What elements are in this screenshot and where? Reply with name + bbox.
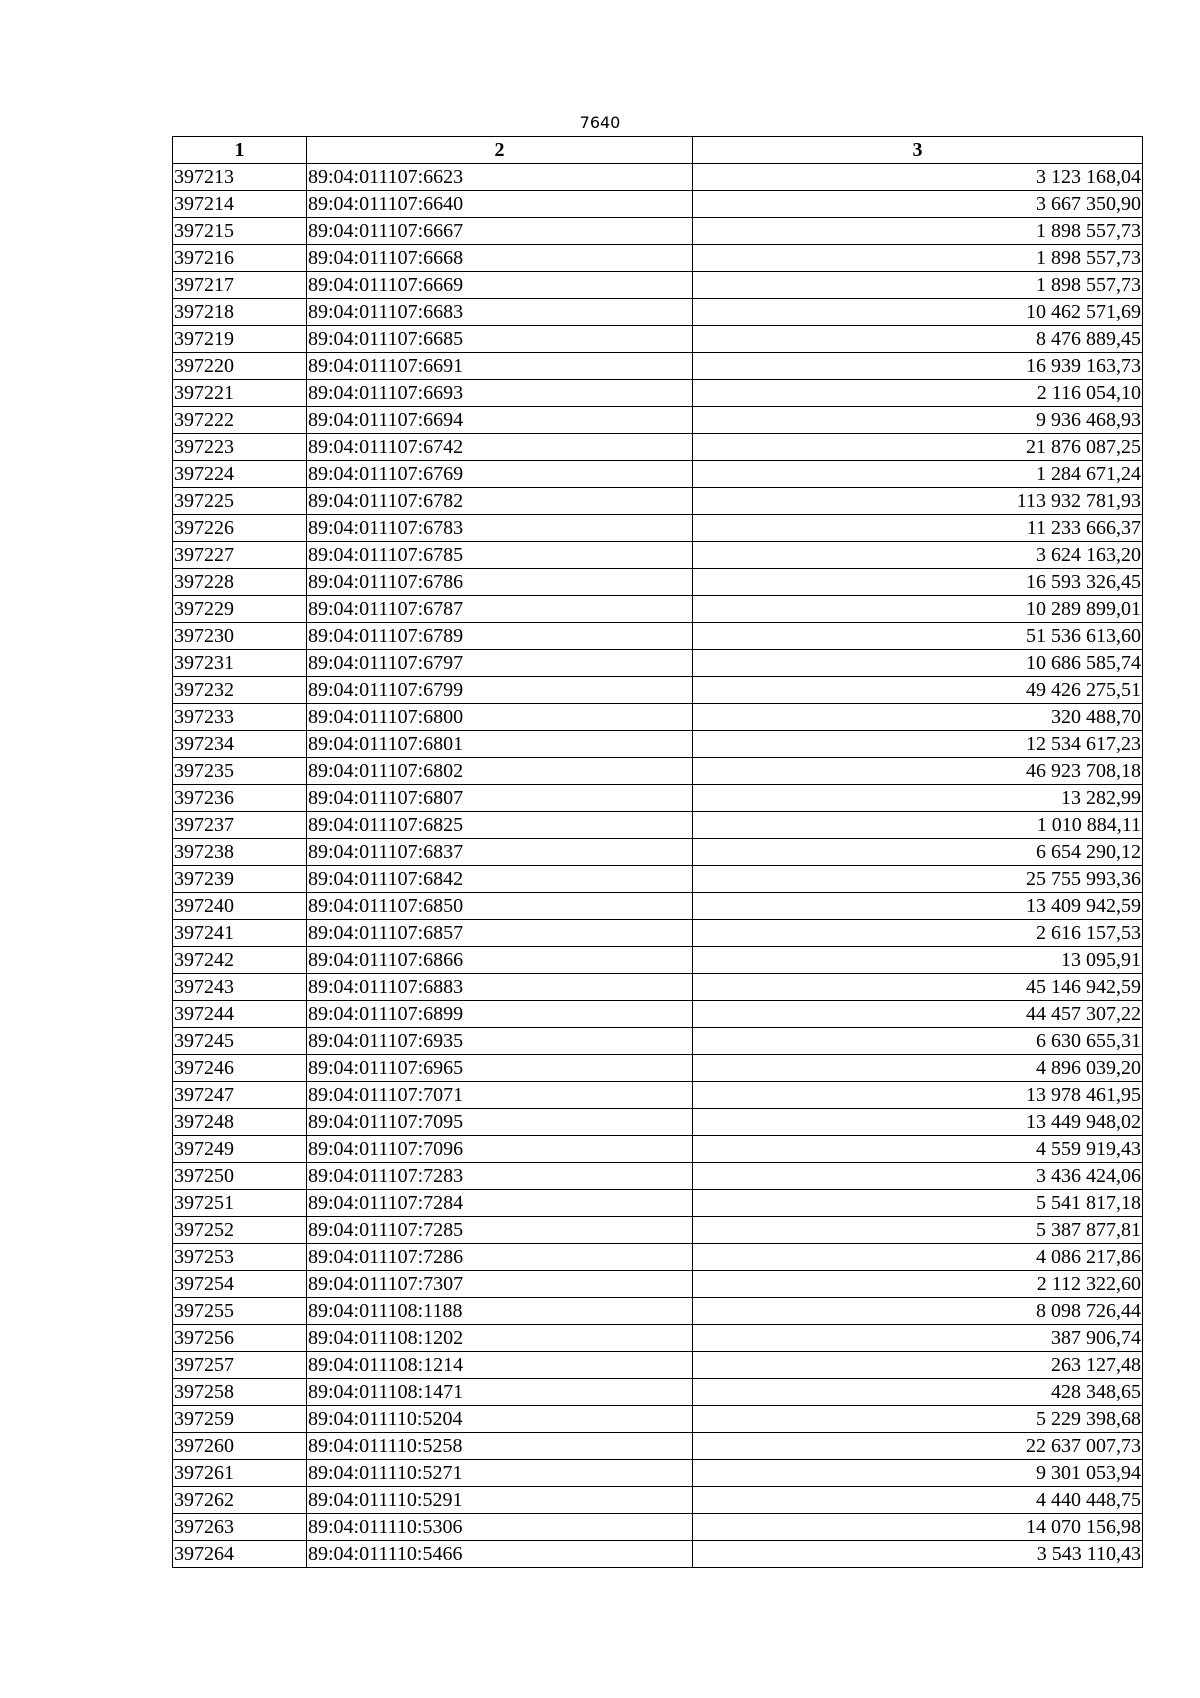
table-row xyxy=(173,1217,1143,1244)
value-cell: 320 488,70 xyxy=(693,704,1143,731)
cadastral-number-cell: 89:04:011107:6789 xyxy=(307,623,693,650)
table-row xyxy=(173,569,1143,596)
row-number-cell: 397229 xyxy=(173,596,307,623)
cadastral-number-cell: 89:04:011107:6668 xyxy=(307,245,693,272)
value-cell: 428 348,65 xyxy=(693,1379,1143,1406)
table-row xyxy=(173,380,1143,407)
header-col-2: 2 xyxy=(307,137,693,164)
cadastral-number-cell: 89:04:011107:6685 xyxy=(307,326,693,353)
value-cell: 10 686 585,74 xyxy=(693,650,1143,677)
value-cell: 113 932 781,93 xyxy=(693,488,1143,515)
cadastral-number-cell: 89:04:011107:6742 xyxy=(307,434,693,461)
value-cell: 3 624 163,20 xyxy=(693,542,1143,569)
table-row xyxy=(173,839,1143,866)
value-cell: 25 755 993,36 xyxy=(693,866,1143,893)
row-number-cell: 397254 xyxy=(173,1271,307,1298)
table-row xyxy=(173,596,1143,623)
cadastral-number-cell: 89:04:011107:6842 xyxy=(307,866,693,893)
row-number-cell: 397231 xyxy=(173,650,307,677)
row-number-cell: 397258 xyxy=(173,1379,307,1406)
cadastral-number-cell: 89:04:011107:6965 xyxy=(307,1055,693,1082)
row-number-cell: 397263 xyxy=(173,1514,307,1541)
data-table xyxy=(172,136,1143,1568)
cadastral-number-cell: 89:04:011107:7096 xyxy=(307,1136,693,1163)
table-row xyxy=(173,326,1143,353)
row-number-cell: 397218 xyxy=(173,299,307,326)
row-number-cell: 397227 xyxy=(173,542,307,569)
row-number-cell: 397256 xyxy=(173,1325,307,1352)
value-cell: 1 898 557,73 xyxy=(693,245,1143,272)
value-cell: 2 616 157,53 xyxy=(693,920,1143,947)
value-cell: 44 457 307,22 xyxy=(693,1001,1143,1028)
cadastral-number-cell: 89:04:011107:6623 xyxy=(307,164,693,191)
row-number-cell: 397237 xyxy=(173,812,307,839)
value-cell: 3 543 110,43 xyxy=(693,1541,1143,1568)
row-number-cell: 397232 xyxy=(173,677,307,704)
value-cell: 14 070 156,98 xyxy=(693,1514,1143,1541)
table-row xyxy=(173,1298,1143,1325)
row-number-cell: 397225 xyxy=(173,488,307,515)
table-row xyxy=(173,920,1143,947)
cadastral-number-cell: 89:04:011107:7307 xyxy=(307,1271,693,1298)
value-cell: 4 896 039,20 xyxy=(693,1055,1143,1082)
table-row xyxy=(173,866,1143,893)
value-cell: 3 123 168,04 xyxy=(693,164,1143,191)
cadastral-number-cell: 89:04:011107:6693 xyxy=(307,380,693,407)
cadastral-number-cell: 89:04:011107:6669 xyxy=(307,272,693,299)
value-cell: 6 630 655,31 xyxy=(693,1028,1143,1055)
value-cell: 49 426 275,51 xyxy=(693,677,1143,704)
cadastral-number-cell: 89:04:011110:5306 xyxy=(307,1514,693,1541)
value-cell: 51 536 613,60 xyxy=(693,623,1143,650)
cadastral-number-cell: 89:04:011107:7071 xyxy=(307,1082,693,1109)
row-number-cell: 397241 xyxy=(173,920,307,947)
row-number-cell: 397216 xyxy=(173,245,307,272)
table-row xyxy=(173,1352,1143,1379)
row-number-cell: 397235 xyxy=(173,758,307,785)
value-cell: 13 978 461,95 xyxy=(693,1082,1143,1109)
value-cell: 9 936 468,93 xyxy=(693,407,1143,434)
value-cell: 4 559 919,43 xyxy=(693,1136,1143,1163)
row-number-cell: 397243 xyxy=(173,974,307,1001)
row-number-cell: 397215 xyxy=(173,218,307,245)
row-number-cell: 397239 xyxy=(173,866,307,893)
value-cell: 11 233 666,37 xyxy=(693,515,1143,542)
cadastral-number-cell: 89:04:011107:6694 xyxy=(307,407,693,434)
value-cell: 9 301 053,94 xyxy=(693,1460,1143,1487)
row-number-cell: 397221 xyxy=(173,380,307,407)
value-cell: 16 939 163,73 xyxy=(693,353,1143,380)
value-cell: 13 449 948,02 xyxy=(693,1109,1143,1136)
table-row xyxy=(173,623,1143,650)
table-row xyxy=(173,272,1143,299)
table-row xyxy=(173,1433,1143,1460)
table-row xyxy=(173,1244,1143,1271)
table-row xyxy=(173,974,1143,1001)
table-row xyxy=(173,515,1143,542)
table-row xyxy=(173,704,1143,731)
row-number-cell: 397219 xyxy=(173,326,307,353)
table-row xyxy=(173,1163,1143,1190)
cadastral-number-cell: 89:04:011107:6782 xyxy=(307,488,693,515)
table-row xyxy=(173,947,1143,974)
cadastral-number-cell: 89:04:011107:6801 xyxy=(307,731,693,758)
value-cell: 1 898 557,73 xyxy=(693,218,1143,245)
cadastral-number-cell: 89:04:011107:7284 xyxy=(307,1190,693,1217)
cadastral-number-cell: 89:04:011107:6786 xyxy=(307,569,693,596)
value-cell: 387 906,74 xyxy=(693,1325,1143,1352)
row-number-cell: 397223 xyxy=(173,434,307,461)
row-number-cell: 397213 xyxy=(173,164,307,191)
row-number-cell: 397242 xyxy=(173,947,307,974)
value-cell: 10 462 571,69 xyxy=(693,299,1143,326)
table-row xyxy=(173,1379,1143,1406)
row-number-cell: 397264 xyxy=(173,1541,307,1568)
cadastral-number-cell: 89:04:011107:6899 xyxy=(307,1001,693,1028)
value-cell: 263 127,48 xyxy=(693,1352,1143,1379)
cadastral-number-cell: 89:04:011107:6785 xyxy=(307,542,693,569)
value-cell: 12 534 617,23 xyxy=(693,731,1143,758)
cadastral-number-cell: 89:04:011108:1214 xyxy=(307,1352,693,1379)
row-number-cell: 397259 xyxy=(173,1406,307,1433)
row-number-cell: 397226 xyxy=(173,515,307,542)
value-cell: 3 436 424,06 xyxy=(693,1163,1143,1190)
cadastral-number-cell: 89:04:011107:6797 xyxy=(307,650,693,677)
value-cell: 8 476 889,45 xyxy=(693,326,1143,353)
header-col-3: 3 xyxy=(693,137,1143,164)
cadastral-number-cell: 89:04:011107:6935 xyxy=(307,1028,693,1055)
table-row xyxy=(173,1082,1143,1109)
value-cell: 4 440 448,75 xyxy=(693,1487,1143,1514)
value-cell: 3 667 350,90 xyxy=(693,191,1143,218)
cadastral-number-cell: 89:04:011107:6640 xyxy=(307,191,693,218)
table-row xyxy=(173,1514,1143,1541)
value-cell: 21 876 087,25 xyxy=(693,434,1143,461)
cadastral-number-cell: 89:04:011110:5291 xyxy=(307,1487,693,1514)
cadastral-number-cell: 89:04:011107:7285 xyxy=(307,1217,693,1244)
row-number-cell: 397257 xyxy=(173,1352,307,1379)
cadastral-number-cell: 89:04:011107:6866 xyxy=(307,947,693,974)
value-cell: 10 289 899,01 xyxy=(693,596,1143,623)
value-cell: 13 282,99 xyxy=(693,785,1143,812)
table-row xyxy=(173,1325,1143,1352)
value-cell: 1 898 557,73 xyxy=(693,272,1143,299)
value-cell: 45 146 942,59 xyxy=(693,974,1143,1001)
cadastral-number-cell: 89:04:011108:1202 xyxy=(307,1325,693,1352)
table-row xyxy=(173,434,1143,461)
value-cell: 46 923 708,18 xyxy=(693,758,1143,785)
cadastral-number-cell: 89:04:011107:6883 xyxy=(307,974,693,1001)
table-row xyxy=(173,758,1143,785)
table-row xyxy=(173,245,1143,272)
value-cell: 1 010 884,11 xyxy=(693,812,1143,839)
cadastral-number-cell: 89:04:011107:6769 xyxy=(307,461,693,488)
value-cell: 1 284 671,24 xyxy=(693,461,1143,488)
value-cell: 2 116 054,10 xyxy=(693,380,1143,407)
cadastral-number-cell: 89:04:011107:6683 xyxy=(307,299,693,326)
table-row xyxy=(173,218,1143,245)
table-body xyxy=(173,164,1143,1568)
cadastral-number-cell: 89:04:011107:6800 xyxy=(307,704,693,731)
table-row xyxy=(173,731,1143,758)
row-number-cell: 397220 xyxy=(173,353,307,380)
cadastral-number-cell: 89:04:011107:6850 xyxy=(307,893,693,920)
row-number-cell: 397228 xyxy=(173,569,307,596)
table-row xyxy=(173,677,1143,704)
table-row xyxy=(173,893,1143,920)
table-row xyxy=(173,1001,1143,1028)
row-number-cell: 397249 xyxy=(173,1136,307,1163)
cadastral-number-cell: 89:04:011110:5271 xyxy=(307,1460,693,1487)
row-number-cell: 397250 xyxy=(173,1163,307,1190)
table-row xyxy=(173,1460,1143,1487)
row-number-cell: 397230 xyxy=(173,623,307,650)
value-cell: 13 095,91 xyxy=(693,947,1143,974)
header-row xyxy=(173,137,1143,164)
value-cell: 5 541 817,18 xyxy=(693,1190,1143,1217)
value-cell: 22 637 007,73 xyxy=(693,1433,1143,1460)
table-row xyxy=(173,650,1143,677)
row-number-cell: 397246 xyxy=(173,1055,307,1082)
cadastral-number-cell: 89:04:011107:7095 xyxy=(307,1109,693,1136)
table-row xyxy=(173,1406,1143,1433)
cadastral-number-cell: 89:04:011108:1471 xyxy=(307,1379,693,1406)
row-number-cell: 397238 xyxy=(173,839,307,866)
row-number-cell: 397217 xyxy=(173,272,307,299)
cadastral-number-cell: 89:04:011110:5466 xyxy=(307,1541,693,1568)
row-number-cell: 397234 xyxy=(173,731,307,758)
cadastral-number-cell: 89:04:011110:5204 xyxy=(307,1406,693,1433)
table-row xyxy=(173,1487,1143,1514)
table-row xyxy=(173,1109,1143,1136)
row-number-cell: 397261 xyxy=(173,1460,307,1487)
cadastral-number-cell: 89:04:011107:6667 xyxy=(307,218,693,245)
cadastral-number-cell: 89:04:011110:5258 xyxy=(307,1433,693,1460)
cadastral-number-cell: 89:04:011107:6857 xyxy=(307,920,693,947)
table-row xyxy=(173,542,1143,569)
value-cell: 8 098 726,44 xyxy=(693,1298,1143,1325)
row-number-cell: 397245 xyxy=(173,1028,307,1055)
cadastral-number-cell: 89:04:011107:6691 xyxy=(307,353,693,380)
row-number-cell: 397262 xyxy=(173,1487,307,1514)
table-row xyxy=(173,164,1143,191)
cadastral-number-cell: 89:04:011107:6807 xyxy=(307,785,693,812)
value-cell: 13 409 942,59 xyxy=(693,893,1143,920)
row-number-cell: 397260 xyxy=(173,1433,307,1460)
cadastral-number-cell: 89:04:011107:6837 xyxy=(307,839,693,866)
row-number-cell: 397252 xyxy=(173,1217,307,1244)
table-row xyxy=(173,1136,1143,1163)
row-number-cell: 397253 xyxy=(173,1244,307,1271)
page-number: 7640 xyxy=(579,113,621,132)
value-cell: 5 229 398,68 xyxy=(693,1406,1143,1433)
cadastral-number-cell: 89:04:011107:6787 xyxy=(307,596,693,623)
table-row xyxy=(173,191,1143,218)
table-row xyxy=(173,407,1143,434)
value-cell: 5 387 877,81 xyxy=(693,1217,1143,1244)
row-number-cell: 397214 xyxy=(173,191,307,218)
table-row xyxy=(173,299,1143,326)
cadastral-number-cell: 89:04:011107:7286 xyxy=(307,1244,693,1271)
row-number-cell: 397236 xyxy=(173,785,307,812)
row-number-cell: 397240 xyxy=(173,893,307,920)
row-number-cell: 397248 xyxy=(173,1109,307,1136)
value-cell: 6 654 290,12 xyxy=(693,839,1143,866)
header-col-1: 1 xyxy=(173,137,307,164)
table-row xyxy=(173,1028,1143,1055)
table-row xyxy=(173,1541,1143,1568)
table-row xyxy=(173,1055,1143,1082)
table-row xyxy=(173,461,1143,488)
row-number-cell: 397244 xyxy=(173,1001,307,1028)
cadastral-number-cell: 89:04:011108:1188 xyxy=(307,1298,693,1325)
row-number-cell: 397255 xyxy=(173,1298,307,1325)
table-row xyxy=(173,1190,1143,1217)
row-number-cell: 397251 xyxy=(173,1190,307,1217)
cadastral-number-cell: 89:04:011107:6802 xyxy=(307,758,693,785)
value-cell: 4 086 217,86 xyxy=(693,1244,1143,1271)
cadastral-number-cell: 89:04:011107:6799 xyxy=(307,677,693,704)
table-row xyxy=(173,488,1143,515)
row-number-cell: 397222 xyxy=(173,407,307,434)
table-row xyxy=(173,1271,1143,1298)
table-row xyxy=(173,812,1143,839)
row-number-cell: 397224 xyxy=(173,461,307,488)
cadastral-number-cell: 89:04:011107:6783 xyxy=(307,515,693,542)
table-row xyxy=(173,353,1143,380)
table-header xyxy=(173,137,1143,164)
row-number-cell: 397233 xyxy=(173,704,307,731)
table-row xyxy=(173,785,1143,812)
cadastral-number-cell: 89:04:011107:7283 xyxy=(307,1163,693,1190)
cadastral-number-cell: 89:04:011107:6825 xyxy=(307,812,693,839)
value-cell: 2 112 322,60 xyxy=(693,1271,1143,1298)
row-number-cell: 397247 xyxy=(173,1082,307,1109)
value-cell: 16 593 326,45 xyxy=(693,569,1143,596)
